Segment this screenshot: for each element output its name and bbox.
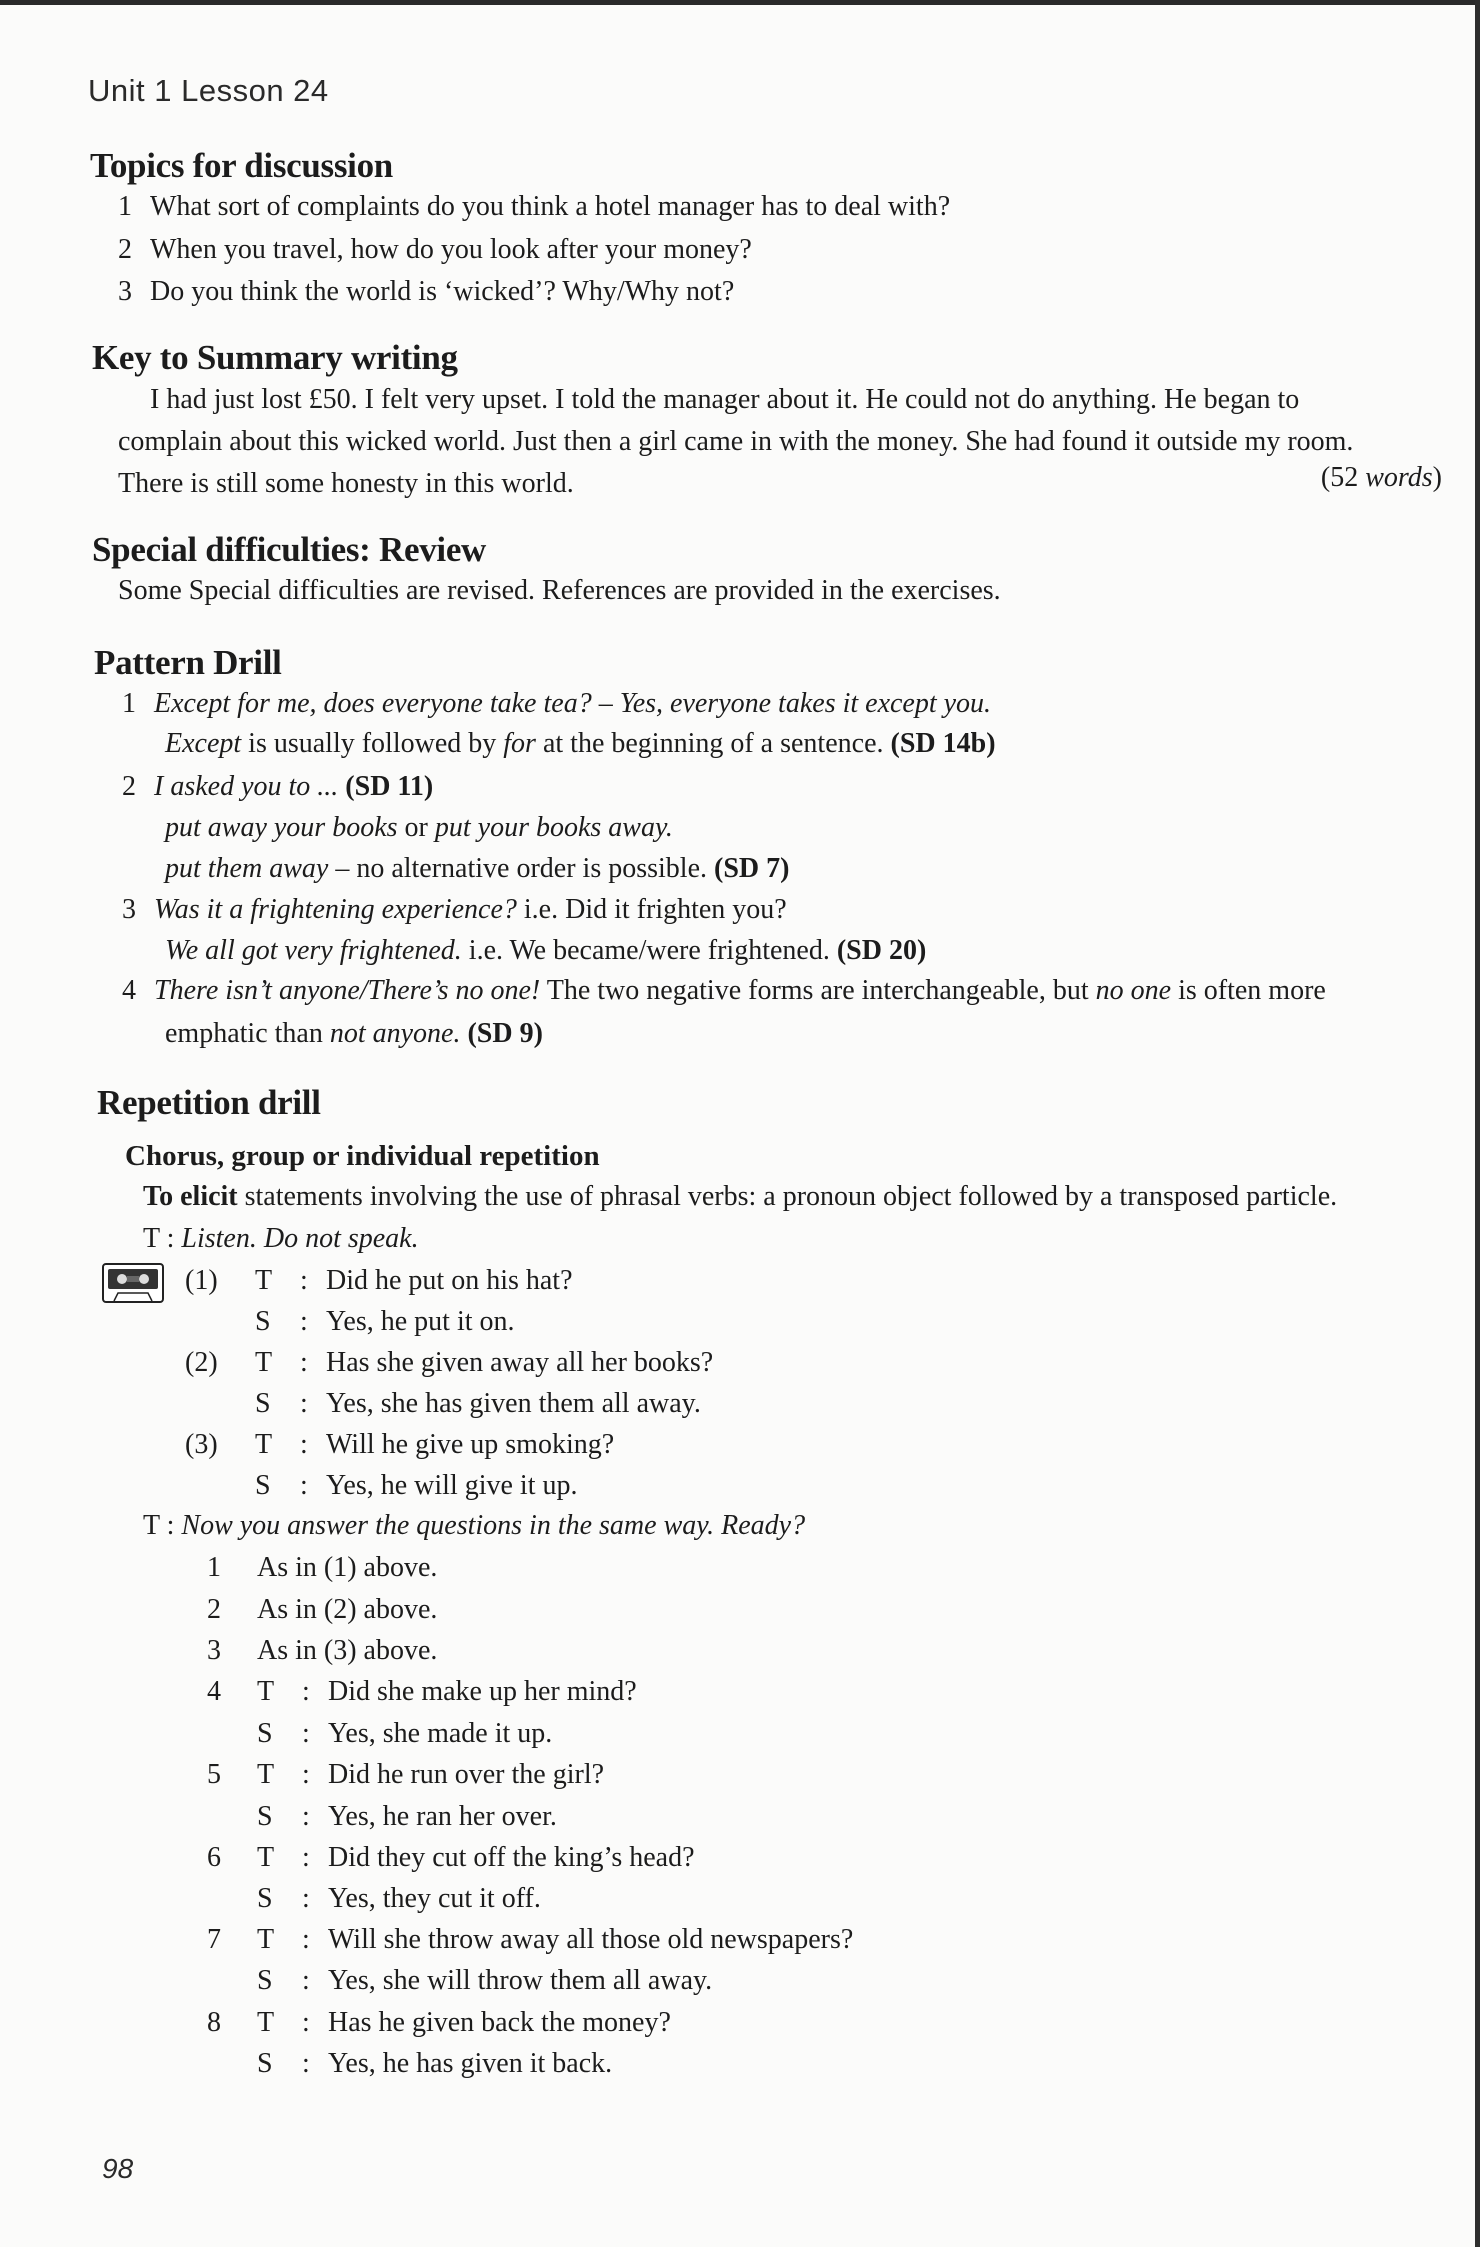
as-in-text: As in (3) above. [257, 1635, 438, 1666]
drill-teacher-row [207, 1755, 1107, 1795]
now-text: Now you answer the questions in the same way. Ready? [181, 1510, 806, 1541]
pattern-example: put away your books [165, 812, 398, 843]
pattern-number: 4 [122, 975, 136, 1006]
speaker-label: T [255, 1265, 273, 1296]
speaker-colon: : [300, 1265, 308, 1296]
pattern-text: i.e. We became/were frightened. [461, 935, 837, 966]
drill-student-row [207, 1961, 1107, 2001]
speaker-colon: : [302, 2048, 310, 2079]
drill-student-row [207, 1797, 1107, 1837]
summary-line: There is still some honesty in this world. [118, 468, 574, 499]
pattern-text: or [397, 812, 435, 843]
example-label: (2) [185, 1347, 218, 1378]
pattern-example: put your books away. [434, 812, 673, 843]
drill-teacher-row [207, 2003, 1107, 2043]
topic-number: 1 [118, 191, 132, 222]
special-difficulties-text: Some Special difficulties are revised. References are provided in the exercises. [118, 575, 1001, 606]
example-teacher-row [185, 1343, 1085, 1383]
drill-number: 8 [207, 2007, 221, 2038]
topic-text: What sort of complaints do you think a hotel manager has to deal with? [150, 191, 951, 222]
topic-item [118, 272, 734, 312]
now-instruction [143, 1506, 805, 1546]
drill-number: 7 [207, 1924, 221, 1955]
drill-number: 6 [207, 1842, 221, 1873]
pattern-term: not anyone. [329, 1018, 461, 1049]
pattern-item-2-line-2 [165, 808, 673, 848]
pattern-text: is usually followed by [241, 728, 504, 759]
drill-student-row [207, 2044, 1107, 2084]
listen-text: Listen. Do not speak. [181, 1223, 419, 1254]
pattern-text: The two negative forms are interchangeable, but [540, 975, 1096, 1006]
topic-item [118, 187, 950, 227]
drill-number: 1 [207, 1552, 221, 1583]
speaker-colon: : [302, 1801, 310, 1832]
pattern-term: for [503, 728, 536, 759]
pattern-text: i.e. Did it frighten you? [516, 894, 787, 925]
student-answer: Yes, he ran her over. [328, 1801, 557, 1832]
pattern-number: 1 [122, 688, 136, 719]
pattern-item-1-line-1 [122, 684, 991, 724]
pattern-text: – no alternative order is possible. [328, 853, 714, 884]
speaker-colon: : [300, 1388, 308, 1419]
pattern-item-3-line-2 [165, 931, 926, 971]
speaker-colon: : [302, 1965, 310, 1996]
example-teacher-row [185, 1261, 1085, 1301]
student-answer: Yes, she made it up. [328, 1718, 553, 1749]
pattern-drill-heading: Pattern Drill [94, 643, 282, 682]
speaker-label: S [257, 1965, 273, 1996]
speaker-colon: : [302, 1759, 310, 1790]
teacher-question: Has he given back the money? [328, 2007, 671, 2038]
pattern-number: 2 [122, 771, 136, 802]
drill-number: 5 [207, 1759, 221, 1790]
as-in-row [207, 1631, 1007, 1671]
elicit-label: To elicit [143, 1181, 238, 1212]
teacher-question: Did he put on his hat? [326, 1265, 573, 1296]
repetition-drill-heading: Repetition drill [97, 1083, 321, 1122]
cassette-tape-icon[interactable] [102, 1263, 164, 1303]
speaker-label: T [255, 1347, 273, 1378]
drill-number: 2 [207, 1594, 221, 1625]
elicit-text: statements involving the use of phrasal verbs: a pronoun object followed by a transposed particle. [237, 1181, 1338, 1212]
summary-line: I had just lost £50. I felt very upset. I told the manager about it. He could not do anything. He began to [150, 384, 1300, 415]
topic-text: When you travel, how do you look after your money? [150, 234, 752, 265]
student-answer: Yes, she will throw them all away. [328, 1965, 713, 1996]
speaker-colon: : [300, 1429, 308, 1460]
example-label: (3) [185, 1429, 218, 1460]
teacher-question: Did he run over the girl? [328, 1759, 605, 1790]
teacher-prefix: T : [143, 1223, 182, 1254]
speaker-label: S [257, 1883, 273, 1914]
pattern-text: at the beginning of a sentence. [535, 728, 891, 759]
speaker-label: T [257, 1924, 275, 1955]
topic-number: 3 [118, 276, 132, 307]
drill-number: 3 [207, 1635, 221, 1666]
speaker-colon: : [300, 1470, 308, 1501]
teacher-prefix: T : [143, 1510, 182, 1541]
speaker-label: T [255, 1429, 273, 1460]
drill-teacher-row [207, 1838, 1107, 1878]
pattern-term: no one [1095, 975, 1172, 1006]
example-student-row [185, 1384, 1085, 1424]
speaker-colon: : [302, 2007, 310, 2038]
student-answer: Yes, they cut it off. [328, 1883, 541, 1914]
pattern-example: Except for me, does everyone take tea? – Yes, everyone takes it except you. [154, 688, 992, 719]
as-in-text: As in (1) above. [257, 1552, 438, 1583]
repetition-subheading: Chorus, group or individual repetition [125, 1140, 600, 1172]
speaker-label: S [255, 1470, 271, 1501]
speaker-colon: : [302, 1676, 310, 1707]
pattern-reference: (SD 7) [714, 853, 790, 884]
speaker-label: T [257, 2007, 275, 2038]
pattern-number: 3 [122, 894, 136, 925]
unit-lesson-label: Unit 1 Lesson 24 [88, 73, 329, 108]
topic-number: 2 [118, 234, 132, 265]
pattern-reference: (SD 20) [836, 935, 927, 966]
summary-heading: Key to Summary writing [92, 338, 458, 377]
summary-word-count [1321, 458, 1442, 498]
speaker-label: S [257, 1718, 273, 1749]
example-student-row [185, 1466, 1085, 1506]
pattern-reference: (SD 9) [467, 1018, 543, 1049]
speaker-label: T [257, 1676, 275, 1707]
student-answer: Yes, he will give it up. [326, 1470, 578, 1501]
special-difficulties-heading: Special difficulties: Review [92, 530, 487, 569]
speaker-label: S [257, 1801, 273, 1832]
pattern-example: There isn’t anyone/There’s no one! [154, 975, 541, 1006]
student-answer: Yes, she has given them all away. [326, 1388, 701, 1419]
topic-text: Do you think the world is ‘wicked’? Why/Why not? [150, 276, 735, 307]
pattern-item-1-line-2 [165, 724, 996, 764]
pattern-text: emphatic than [165, 1018, 330, 1049]
speaker-colon: : [302, 1842, 310, 1873]
as-in-row [207, 1590, 1007, 1630]
pattern-example: I asked you to ... [154, 771, 346, 802]
speaker-colon: : [300, 1347, 308, 1378]
pattern-item-4-line-2 [165, 1014, 543, 1054]
teacher-question: Will he give up smoking? [326, 1429, 615, 1460]
pattern-item-2-line-3 [165, 849, 789, 889]
teacher-question: Has she given away all her books? [326, 1347, 714, 1378]
pattern-example: Was it a frightening experience? [154, 894, 517, 925]
pattern-item-3-line-1 [122, 890, 787, 930]
speaker-colon: : [302, 1883, 310, 1914]
speaker-label: S [257, 2048, 273, 2079]
speaker-colon: : [300, 1306, 308, 1337]
drill-student-row [207, 1879, 1107, 1919]
pattern-example: We all got very frightened. [165, 935, 462, 966]
topics-heading: Topics for discussion [90, 146, 393, 185]
word-count-number: (52 [1320, 462, 1366, 493]
pattern-text: is often more [1171, 975, 1326, 1006]
teacher-question: Will she throw away all those old newspapers? [328, 1924, 854, 1955]
drill-number: 4 [207, 1676, 221, 1707]
drill-teacher-row [207, 1920, 1107, 1960]
as-in-row [207, 1548, 1007, 1588]
word-count-close: ) [1432, 462, 1442, 493]
pattern-example: put them away [165, 853, 329, 884]
example-student-row [185, 1302, 1085, 1342]
summary-line: complain about this wicked world. Just then a girl came in with the money. She had found it outside my room. [118, 426, 1354, 457]
pattern-item-4-line-1 [122, 971, 1326, 1011]
page-number: 98 [102, 2153, 134, 2184]
topic-item [118, 230, 752, 270]
drill-teacher-row [207, 1672, 1107, 1712]
teacher-question: Did she make up her mind? [328, 1676, 637, 1707]
student-answer: Yes, he put it on. [326, 1306, 515, 1337]
speaker-label: S [255, 1306, 271, 1337]
teacher-question: Did they cut off the king’s head? [328, 1842, 695, 1873]
pattern-term: Except [165, 728, 242, 759]
speaker-colon: : [302, 1718, 310, 1749]
speaker-label: T [257, 1842, 275, 1873]
example-label: (1) [185, 1265, 218, 1296]
word-count-unit: words [1365, 462, 1433, 493]
pattern-item-2-line-1 [122, 767, 433, 807]
student-answer: Yes, he has given it back. [328, 2048, 613, 2079]
example-teacher-row [185, 1425, 1085, 1465]
speaker-label: T [257, 1759, 275, 1790]
speaker-colon: : [302, 1924, 310, 1955]
listen-instruction [143, 1219, 419, 1259]
pattern-reference: (SD 14b) [890, 728, 996, 759]
as-in-text: As in (2) above. [257, 1594, 438, 1625]
repetition-elicit [143, 1177, 1337, 1217]
speaker-label: S [255, 1388, 271, 1419]
pattern-reference: (SD 11) [345, 771, 434, 802]
drill-student-row [207, 1714, 1107, 1754]
